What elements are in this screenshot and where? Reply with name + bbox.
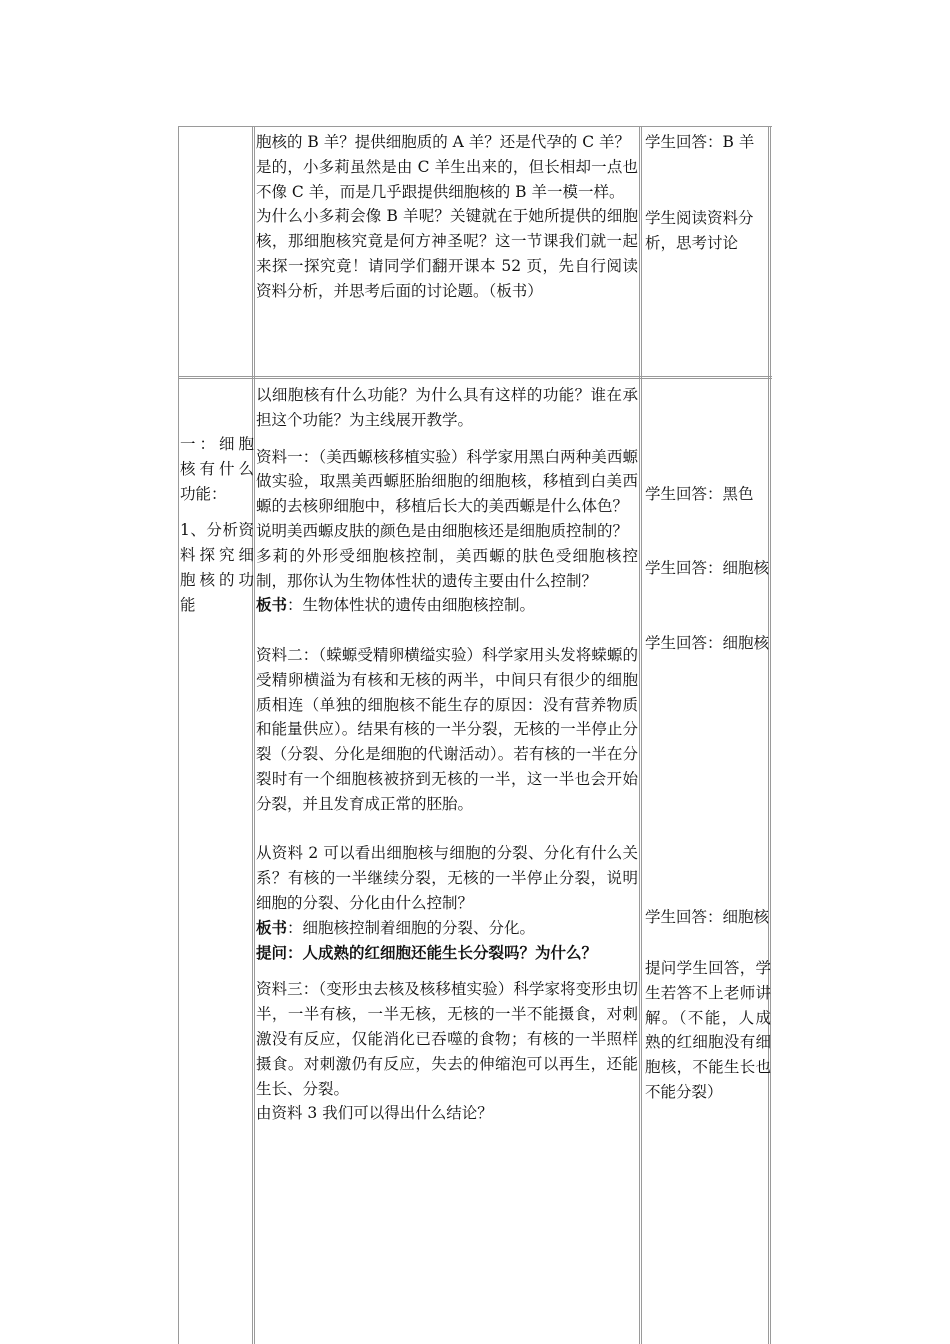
table-left-border [178, 126, 179, 1344]
row-divider [178, 376, 772, 379]
teacher-question: 提问：人成熟的红细胞还能生长分裂吗？为什么？ [256, 942, 598, 962]
student-response: 学生回答：B 羊 [645, 133, 755, 151]
material-one-question-2: 多莉的外形受细胞核控制，美西螈的肤色受细胞核控制，那你认为生物体性状的遗传主要由什么控制？ [256, 546, 638, 590]
material-two: 资料二：（蝾螈受精卵横缢实验）科学家用头发将蝾螈的受精卵横溢为有核和无核的两半，中间只有很少的细胞质相连（单独的细胞核不能生存的原因：没有营养物质和能量供应）。结果有核的一半分裂，无核的一半停止分裂（分裂、分化是细胞的代谢活动）。若有核的一半在分裂时有一个细胞核被挤到无核的一半，这一半也会开始分裂，并且发育成正常的胚胎。 [256, 645, 638, 813]
paragraph: 为什么小多莉会像 B 羊呢？关键就在于她所提供的细胞核，那细胞核究竟是何方神圣呢？这一节课我们就一起来探一探究竟！请同学们翻开课本 52 页，先自行阅读资料分析，并思考后面的讨论题。（板书） [256, 207, 638, 300]
column-divider-2 [639, 126, 642, 1344]
table-top-border [178, 126, 772, 127]
student-response: 学生回答：细胞核 [645, 559, 770, 577]
material-one: 资料一：（美西螈核移植实验）科学家用黑白两种美西螈做实验，取黑美西螈胚胎细胞的细胞核，移植到白美西螈的去核卵细胞中，移植后长大的美西螈是什么体色？ [256, 447, 638, 516]
board-note [256, 593, 638, 618]
board-text: ：生物体性状的遗传由细胞核控制。 [287, 596, 536, 615]
student-response: 学生回答：细胞核 [645, 908, 770, 926]
section-heading: 一：细胞核有什么功能： [180, 435, 254, 503]
board-note [256, 916, 638, 941]
material-one-question: 说明美西螈皮肤的颜色是由细胞核还是细胞质控制的？ [256, 521, 629, 540]
board-label: 板书 [256, 595, 288, 615]
row2-content-cell [256, 383, 638, 1126]
paragraph: 胞核的 B 羊？提供细胞质的 A 羊？还是代孕的 C 羊？ [256, 133, 631, 151]
material-three-question: 由资料 3 我们可以得出什么结论？ [256, 1104, 493, 1123]
intro-text: 以细胞核有什么功能？为什么具有这样的功能？谁在承担这个功能？为主线展开教学。 [256, 386, 638, 429]
paragraph: 是的，小多莉虽然是由 C 羊生出来的，但长相却一点也不像 C 羊，而是几乎跟提供细胞核的 B 羊一模一样。 [256, 157, 638, 201]
student-response: 学生回答：黑色 [645, 485, 754, 503]
student-response: 提问学生回答，学生若答不上老师讲解。（不能，人成熟的红细胞没有细胞核，不能生长也不能分裂） [645, 959, 771, 1101]
board-label: 板书 [256, 917, 288, 937]
row1-content-cell [256, 130, 638, 304]
lesson-plan-table [178, 126, 772, 1344]
section-label-cell [180, 432, 254, 618]
material-three: 资料三：（变形虫去核及核移植实验）科学家将变形虫切半，一半有核，一半无核，无核的一半不能摄食，对刺激没有反应，仅能消化已吞噬的食物；有核的一半照样摄食。对刺激仍有反应，失去的伸缩泡可以再生，还能生长、分裂。 [256, 980, 638, 1098]
board-text: ：细胞核控制着细胞的分裂、分化。 [287, 918, 536, 937]
section-subheading: 1、分析资料探究细胞核的功能 [180, 521, 254, 614]
student-response: 学生回答：细胞核 [645, 634, 770, 652]
column-divider-1 [252, 126, 255, 1344]
table-right-border [768, 126, 771, 1344]
row1-student-cell [645, 130, 771, 255]
student-response: 学生阅读资料分析，思考讨论 [645, 208, 754, 252]
material-two-question: 从资料 2 可以看出细胞核与细胞的分裂、分化有什么关系？有核的一半继续分裂，无核的一半停止分裂，说明细胞的分裂、分化由什么控制？ [256, 844, 638, 912]
